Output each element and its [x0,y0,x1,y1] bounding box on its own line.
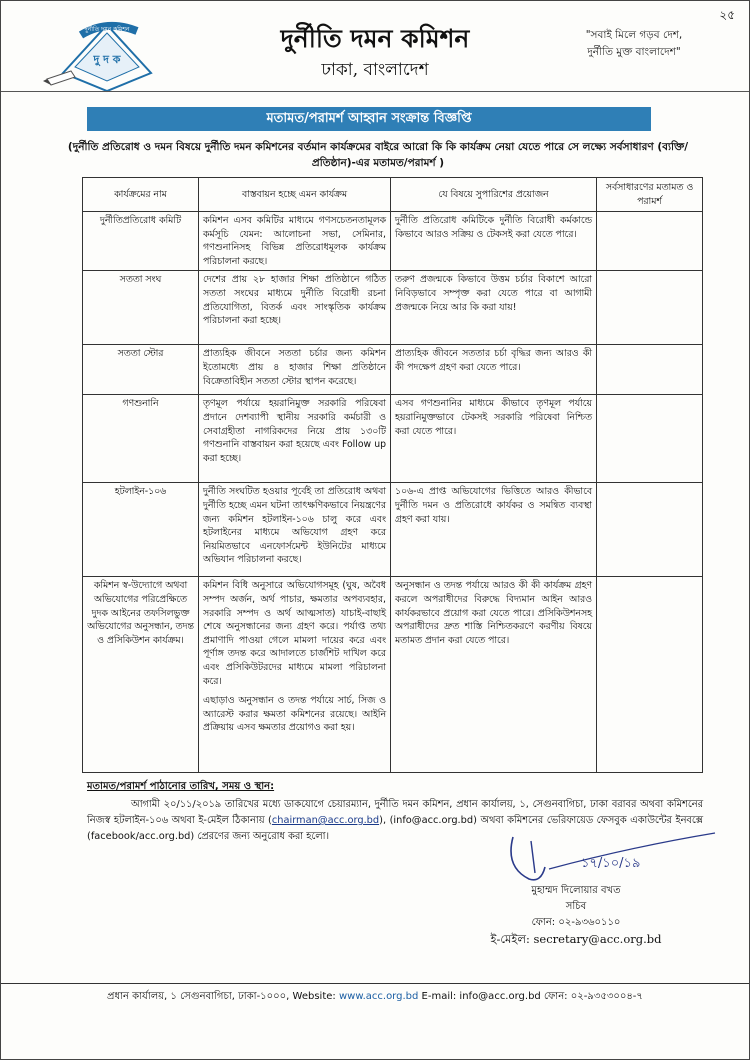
col-header-public-opinion: সর্বসাধারণের মতামত ও পরামর্শ [597,178,703,212]
ongoing-activity: তৃণমূল পর্যায়ে হয়রানিমুক্ত সরকারি পরিষেবা প্রদানে দেশব্যাপী স্থানীয় সরকারি কর্মচারী ও সেবাগ্রহীতা নাগরিকদের নিয়ে প্রায় ১৩০টি গণশুনানি বাস্তবায়ন করা হয়েছে এবং Follow up করা হচ্ছে। [199,395,391,483]
activities-table [82,177,703,773]
col-header-activity: কার্যক্রমের নাম [83,178,199,212]
activity-name: সততা সংঘ [83,271,199,345]
signatory-block [441,883,711,947]
submission-text-1: আগামী ২০/১১/২০১৯ তারিখের মধ্যে ডাকযোগে চেয়ারম্যান, দুর্নীতি দমন কমিশন, প্রধান কার্যালয়, ১, সেগুনবাগিচা, ঢাকা বরাবর অথবা কমিশনের নিজস্ব হটলাইন-১০৬ অথবা ই-মেইল ঠিকানায় ( [87,799,703,826]
table-row [83,395,703,483]
col-header-recommendation: যে বিষয়ে সুপারিশের প্রয়োজন [391,178,597,212]
chairman-email-link[interactable]: chairman@acc.org.bd [271,815,380,826]
activity-name: কমিশন স্ব-উদ্যোগে অথবা অভিযোগের পরিপ্রেক্ষিতে দুদক আইনের তফসিলভুক্ত অভিযোগের অনুসন্ধান, তদন্ত ও প্রসিকিউশন কার্যক্রম। [83,577,199,773]
signature-date: ১৭/১০/১৯ [581,856,641,871]
signature-mark [501,827,721,887]
notice-subheading: (দুর্নীতি প্রতিরোধ ও দমন বিষয়ে দুর্নীতি দমন কমিশনের বর্তমান কার্যক্রমের বাইরে আরো কি কি কার্যক্রম নেয়া যেতে পারে সে লক্ষ্যে সর্বসাধারণ (ব্যক্তি/ প্রতিষ্ঠান)-এর মতামত/পরামর্শ ) [67,141,689,169]
recommendation: অনুসন্ধান ও তদন্ত পর্যায়ে আরও কী কী কার্যক্রম গ্রহণ করলে অপরাধীদের বিরুদ্ধে বিদ্যমান আইন আরও কার্যকরভাবে প্রয়োগ করা যেতে পারে। প্রসিকিউশনসহ অপরাধীদের দ্রুত শাস্তি নিশ্চিতকরণে করণীয় বিষয়ে মতামত প্রদান করা যেতে পারে। [391,577,597,773]
slogan [559,27,709,61]
submission-heading: মতামত/পরামর্শ পাঠানোর তারিখ, সময় ও স্থান: [87,781,275,792]
logo-badge-text: দুর্নীতি দমন কমিশন [84,26,130,33]
footer-address: প্রধান কার্যালয়, ১ সেগুনবাগিচা, ঢাকা-১০০০, Website: [107,991,336,1002]
logo-letters: দু দ ক [93,53,121,66]
activity-name: হটলাইন-১০৬ [83,483,199,577]
recommendation: এসব গণশুনানির মাধ্যমে কীভাবে তৃণমূল পর্যায়ে হয়রানিমুক্তভাবে টেকসই সরকারি পরিষেবা নিশ্চিত করা যেতে পারে। [391,395,597,483]
header-divider [1,91,749,92]
signatory-email: ই-মেইল: secretary@acc.org.bd [490,932,662,946]
col-header-ongoing: বাস্তবায়ন হচ্ছে এমন কার্যক্রম [199,178,391,212]
table-row [83,212,703,271]
slogan-line-1: "সবাই মিলে গড়ব দেশ, [585,29,683,41]
ongoing-activity: প্রাত্যহিক জীবনে সততা চর্চার জন্য কমিশন ইতোমধ্যে প্রায় ৪ হাজার শিক্ষা প্রতিষ্ঠানে বিক্রেতাবিহীন সততা স্টোর স্থাপন করেছে। [199,345,391,395]
signatory-name: মুহাম্মদ দিলোয়ার বখত [531,885,621,896]
signatory-designation: সচিব [565,901,587,912]
notice-banner: মতামত/পরামর্শ আহ্বান সংক্রান্ত বিজ্ঞপ্তি [87,107,651,131]
recommendation: দুর্নীতি প্রতিরোধ কমিটিকে দুর্নীতি বিরোধী কর্মকান্ডে কিভাবে আরও সক্রিয় ও টেকসই করা যেতে পারে। [391,212,597,271]
footer-website-link[interactable]: www.acc.org.bd [338,991,419,1002]
ongoing-activity: কমিশন এসব কমিটির মাধ্যমে গণসচেতনতামূলক কর্মসূচি যেমন: আলোচনা সভা, সেমিনার, গণশুনানিসহ বিভিন্ন প্রতিরোধমূলক কার্যক্রম পরিচালনা করছে। [199,212,391,271]
public-opinion-cell [597,483,703,577]
page-number: ২৫ [719,8,735,22]
recommendation: প্রাত্যহিক জীবনে সততার চর্চা বৃদ্ধির জন্য আরও কী কী পদক্ষেপ গ্রহণ করা যেতে পারে। [391,345,597,395]
table-row [83,345,703,395]
ongoing-activity: দুর্নীতি সংঘটিত হওয়ার পূর্বেই তা প্রতিরোধ অথবা দুর্নীতি হচ্ছে এমন ঘটনা তাৎক্ষণিকভাবে নিয়ন্ত্রণের জন্য কমিশন হটলাইন-১০৬ চালু করে এবং হটলাইনের মাধ্যমে অভিযোগ গ্রহণ করে নিয়মিতভাবে এনফোর্সমেন্ট ইউনিটের মাধ্যমে অভিযান পরিচালনা করছে। [199,483,391,577]
activity-name: দুর্নীতিপ্রতিরোধ কমিটি [83,212,199,271]
activity-name: সততা স্টোর [83,345,199,395]
slogan-line-2: দুর্নীতি মুক্ত বাংলাদেশ" [587,46,681,58]
footer-divider [1,983,749,984]
public-opinion-cell [597,577,703,773]
table-row [83,483,703,577]
table-row [83,577,703,773]
footer [1,989,749,1006]
public-opinion-cell [597,395,703,483]
recommendation: ১০৬-এ প্রাপ্ত অভিযোগের ভিত্তিতে আরও কীভাবে দুর্নীতি দমন ও প্রতিরোধে কার্যকর ও সমন্বিত ব্যবস্থা গ্রহণ করা যায়। [391,483,597,577]
footer-contact: E-mail: info@acc.org.bd ফোন: ০২-৯৩৫৩০০৪-৭ [421,991,643,1002]
activity-name: গণশুনানি [83,395,199,483]
ongoing-activity-para-2: এছাড়াও অনুসন্ধান ও তদন্ত পর্যায়ে সার্চ, সিজ ও অ্যারেস্ট করার ক্ষমতা কমিশনের রয়েছে। আইনি প্রক্রিয়ায় এসব ক্ষমতার প্রয়োগও করা হয়। [203,695,386,734]
table-row [83,271,703,345]
ongoing-activity [199,577,391,773]
submission-text-2: ), (info@acc.org.bd) অথবা কমিশনের ভেরিফায়েড ফেসবুক একাউন্টের ইনবক্সে (facebook/acc.org.bd) প্রেরণের জন্য অনুরোধ করা হলো। [87,815,704,842]
signatory-phone: ফোন: ০২-৯৩৬০১১০ [531,917,621,928]
ongoing-activity: দেশের প্রায় ২৮ হাজার শিক্ষা প্রতিষ্ঠানে গঠিত সততা সংঘের মাধ্যমে দুর্নীতি বিরোধী রচনা প্রতিযোগিতা, বিতর্ক এবং সাংস্কৃতিক কার্যক্রম পরিচালনা করা হচ্ছে। [199,271,391,345]
public-opinion-cell [597,345,703,395]
public-opinion-cell [597,212,703,271]
ongoing-activity-para-1: কমিশন বিধি অনুসারে অভিযোগসমূহ (ঘুষ, অবৈধ সম্পদ অর্জন, অর্থ পাচার, ক্ষমতার অপব্যবহার, সরকারি সম্পদ ও অর্থ আত্মসাত) যাচাই-বাছাই শেষে অনুসন্ধানের জন্য গ্রহণ করে। পর্যাপ্ত তথ্য প্রমাণাদি পাওয়া গেলে মামলা দায়ের করে এবং পূর্ণাঙ্গ তদন্ত করে আদালতে চার্জশিট দাখিল করে এবং প্রসিকিউটরদের মাধ্যমে মামলা পরিচালনা করে। [203,580,386,687]
org-title: দুর্নীতি দমন কমিশন [280,24,470,53]
recommendation: তরুণ প্রজন্মকে কিভাবে উত্তম চর্চার বিকাশে আরো নিবিড়ভাবে সম্পৃক্ত করা যেতে পারে বা আগামী প্রজন্মকে নিয়ে আর কি করা যায়! [391,271,597,345]
public-opinion-cell [597,271,703,345]
table-header-row [83,178,703,212]
org-city: ঢাকা, বাংলাদেশ [321,60,429,80]
